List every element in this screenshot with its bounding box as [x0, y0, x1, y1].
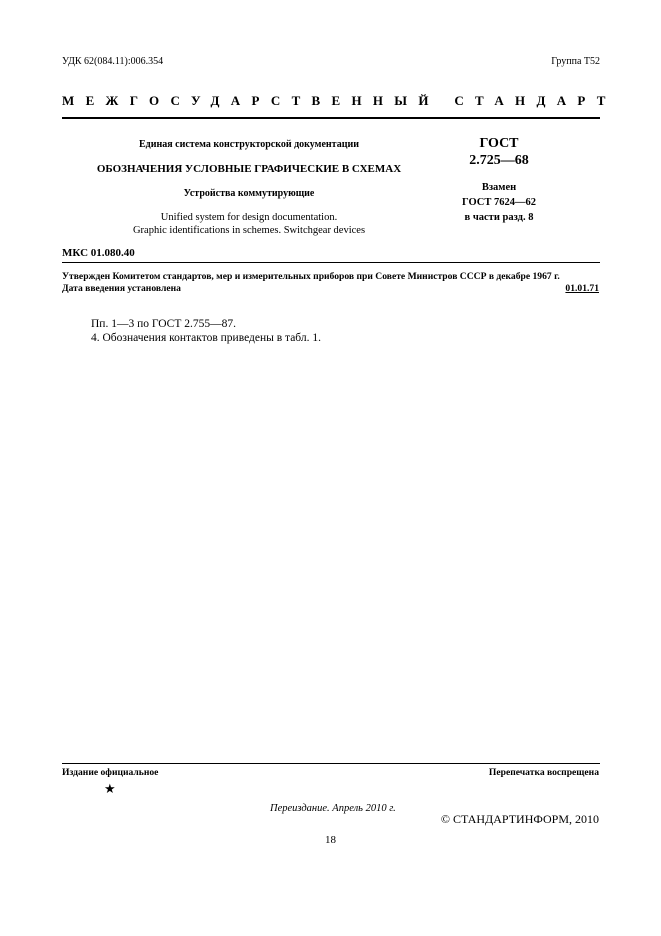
mks-rule [62, 262, 600, 263]
replaces-label: Взамен [481, 182, 517, 193]
body-paragraph-1: Пп. 1—3 по ГОСТ 2.755—87. [91, 318, 236, 330]
introduction-date-label: Дата введения установлена [62, 283, 181, 294]
system-name: Единая система конструкторской документации [139, 139, 359, 150]
gost-label: ГОСТ [479, 136, 519, 151]
english-title-line2: Graphic identifications in schemes. Switchgear devices [132, 225, 366, 236]
body-paragraph-2: 4. Обозначения контактов приведены в табл. 1. [91, 332, 321, 344]
interstate-standard-heading: МЕЖГОСУДАРСТВЕННЫЙ СТАНДАРТ [62, 93, 617, 108]
udk-code: УДК 62(084.11):006.354 [62, 56, 164, 67]
document-subtitle: Устройства коммутирующие [183, 188, 315, 199]
replaced-part: в части разд. 8 [464, 212, 534, 223]
replaced-standard: ГОСТ 7624—62 [462, 197, 536, 208]
approval-statement: Утвержден Комитетом стандартов, мер и измерительных приборов при Совете Министров СССР в декабре 1967 г. [62, 271, 560, 282]
reissue-note: Переиздание. Апрель 2010 г. [270, 803, 396, 814]
reprint-prohibited-label: Перепечатка воспрещена [488, 767, 599, 778]
star-icon: ★ [104, 781, 116, 796]
replacement-info [432, 180, 566, 225]
page-number: 18 [325, 834, 336, 846]
footer-rule [62, 763, 600, 764]
document-title: ОБОЗНАЧЕНИЯ УСЛОВНЫЕ ГРАФИЧЕСКИЕ В СХЕМАХ [96, 163, 402, 175]
copyright-notice: © СТАНДАРТИНФОРМ, 2010 [440, 812, 599, 826]
gost-number: 2.725—68 [469, 153, 529, 168]
heading-rule [62, 117, 600, 119]
mks-code: МКС 01.080.40 [62, 247, 135, 259]
introduction-date: 01.01.71 [565, 283, 599, 294]
official-edition-label: Издание официальное [62, 767, 159, 778]
english-title-line1: Unified system for design documentation. [160, 212, 338, 223]
group-code: Группа Т52 [551, 56, 600, 67]
gost-designation [432, 135, 566, 169]
